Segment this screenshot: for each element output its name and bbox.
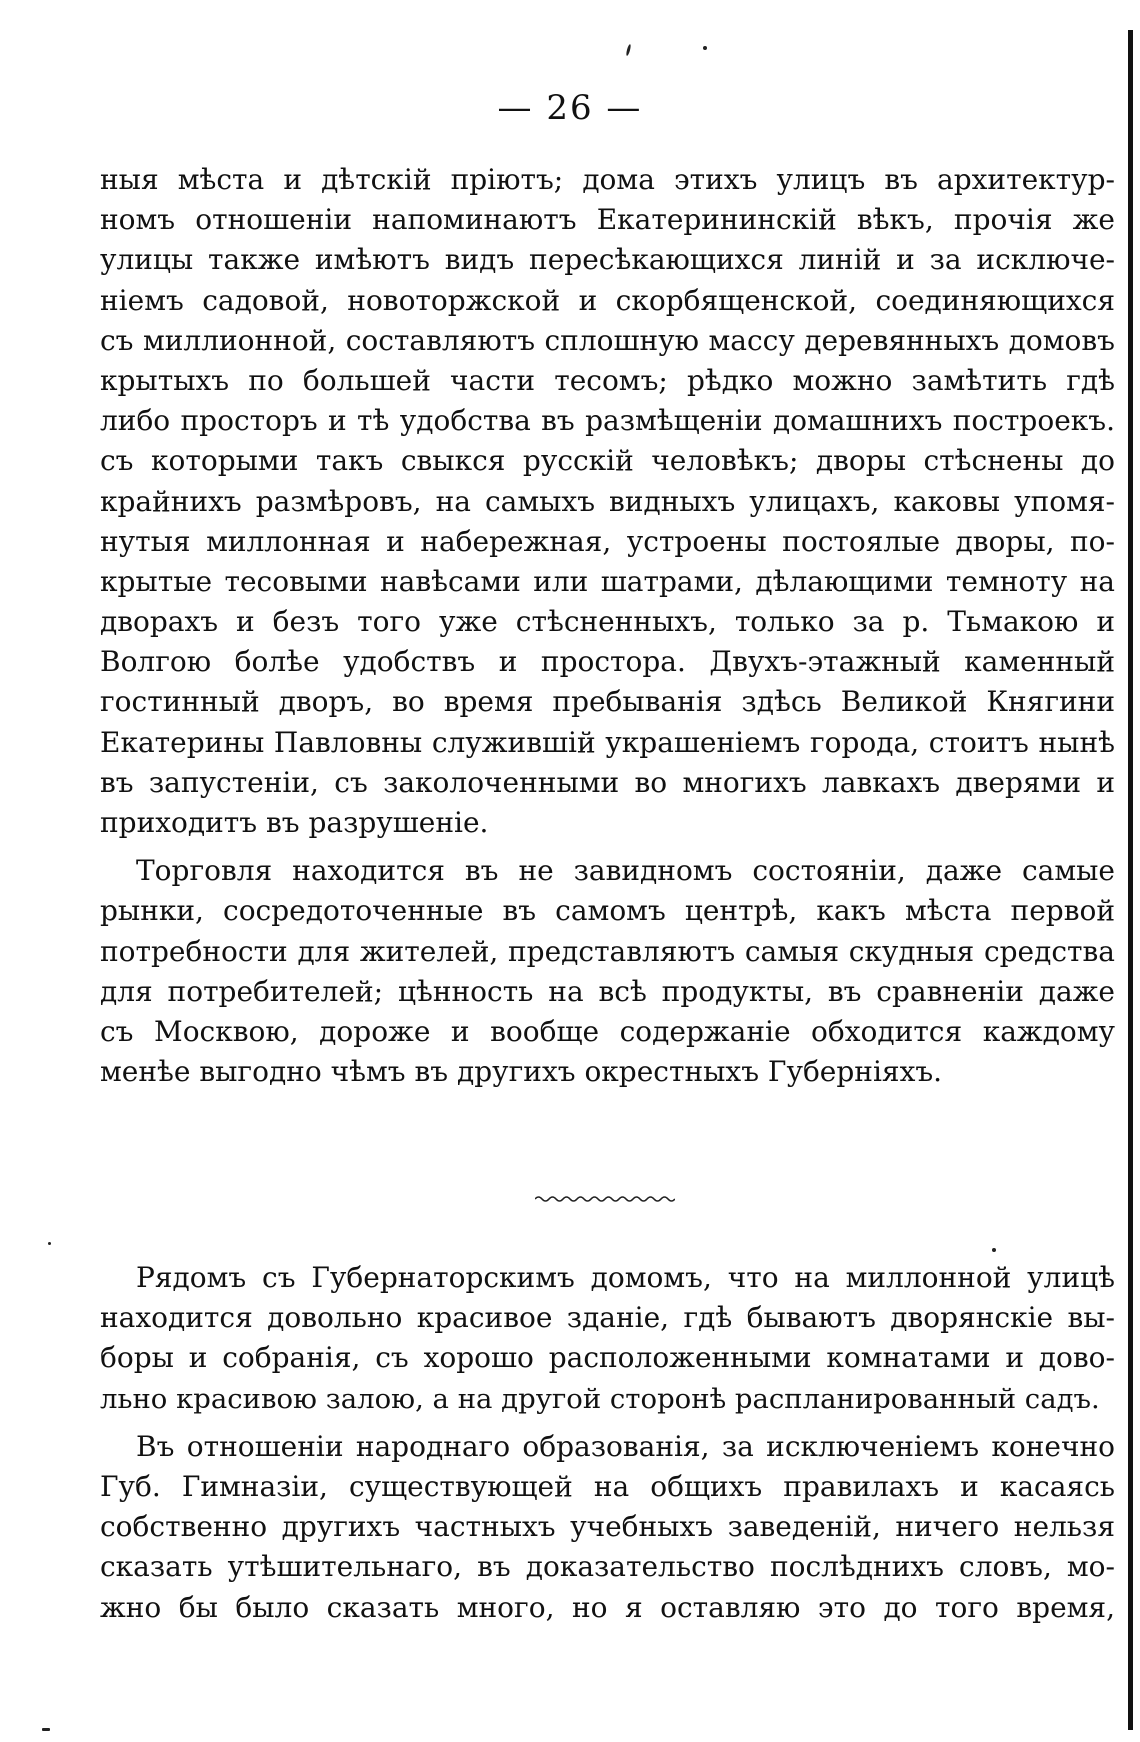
ink-speck [625,44,631,56]
text-line: крытые тесовыми навѣсами или шатрами, дѣлающими темноту на [100,564,1115,598]
text-line: съ которыми такъ свыкся русскій человѣкъ; дворы стѣснены до [100,444,1115,478]
text-line: Волгою болѣе удобствъ и простора. Двухъ-этажный каменный [100,645,1115,679]
text-line: Губ. Гимназіи, существующей на общихъ правилахъ и касаясь [100,1469,1115,1503]
text-line: крайнихъ размѣровъ, на самыхъ видныхъ улицахъ, каковы упомя- [100,484,1115,518]
text-line: льно красивою залою, а на другой сторонѣ распланированный садъ. [100,1382,1100,1415]
text-line: улицы также имѣютъ видъ пересѣкающихся линій и за исключе- [100,243,1115,277]
paragraph [100,160,1115,843]
text-line: съ Москвою, дороже и вообще содержаніе обходится каждому [100,1014,1115,1048]
paragraph [100,1258,1115,1419]
text-line: либо просторъ и тѣ удобства въ размѣщеніи домашнихъ построекъ. [100,404,1115,438]
text-line: нутыя миллонная и набережная, устроены постоялые дворы, по- [100,524,1115,558]
ink-speck [42,1728,50,1731]
text-line: въ запустеніи, съ заколоченными во многихъ лавкахъ дверями и [100,765,1115,799]
text-line: Въ отношеніи народнаго образованія, за исключеніемъ конечно [136,1429,1115,1463]
text-line: номъ отношеніи напоминаютъ Екатерининскій вѣкъ, прочія же [100,203,1115,237]
ink-speck [48,1242,51,1245]
ink-speck [992,1248,996,1252]
text-line: жно бы было сказать много, но я оставляю это до того время, [100,1590,1115,1624]
paragraph [100,1427,1115,1628]
page-edge-rule [1128,30,1133,1730]
text-line: сказать утѣшительнаго, въ доказательство послѣднихъ словъ, мо- [100,1550,1115,1584]
text-line: ніемъ садовой, новоторжской и скорбященской, соединяющихся [100,283,1115,317]
text-line: дворахъ и безъ того уже стѣсненныхъ, только за р. Тьмакою и [100,605,1115,639]
text-line: крытыхъ по большей части тесомъ; рѣдко можно замѣтить гдѣ [100,363,1115,397]
paragraph [100,851,1115,1092]
text-line: потребности для жителей, представляютъ самыя скудныя средства [100,934,1115,968]
text-line: приходитъ въ разрушеніе. [100,806,489,839]
text-line: Торговля находится въ не завидномъ состояніи, даже самые [136,854,1115,888]
text-line: для потребителей; цѣнность на всѣ продукты, въ сравненіи даже [100,974,1115,1008]
text-line: менѣе выгодно чѣмъ въ другихъ окрестныхъ Губерніяхъ. [100,1055,943,1089]
text-line: Екатерины Павловны служившій украшеніемъ города, стоитъ нынѣ [100,725,1115,759]
text-line: съ миллионной, составляютъ сплошную массу деревянныхъ домовъ [100,323,1115,357]
text-block-upper [100,160,1115,1092]
text-block-lower [100,1258,1115,1628]
ink-speck [703,46,707,50]
text-line: ныя мѣста и дѣтскій пріютъ; дома этихъ улицъ въ архитектур- [100,163,1115,196]
text-line: находится довольно красивое зданіе, гдѣ бываютъ дворянскіе вы- [100,1301,1115,1335]
text-line: Рядомъ съ Губернаторскимъ домомъ, что на миллонной улицѣ [136,1261,1115,1294]
text-line: боры и собранія, съ хорошо расположенными комнатами и дово- [100,1341,1115,1375]
section-separator-ornament [535,1195,675,1203]
page-number: — 26 — [497,88,643,128]
text-line: рынки, сосредоточенные въ самомъ центрѣ, какъ мѣста первой [100,894,1115,928]
text-line: собственно другихъ частныхъ учебныхъ заведеній, ничего нельзя [100,1510,1115,1544]
text-line: гостинный дворъ, во время пребыванія здѣсь Великой Княгини [100,685,1115,719]
